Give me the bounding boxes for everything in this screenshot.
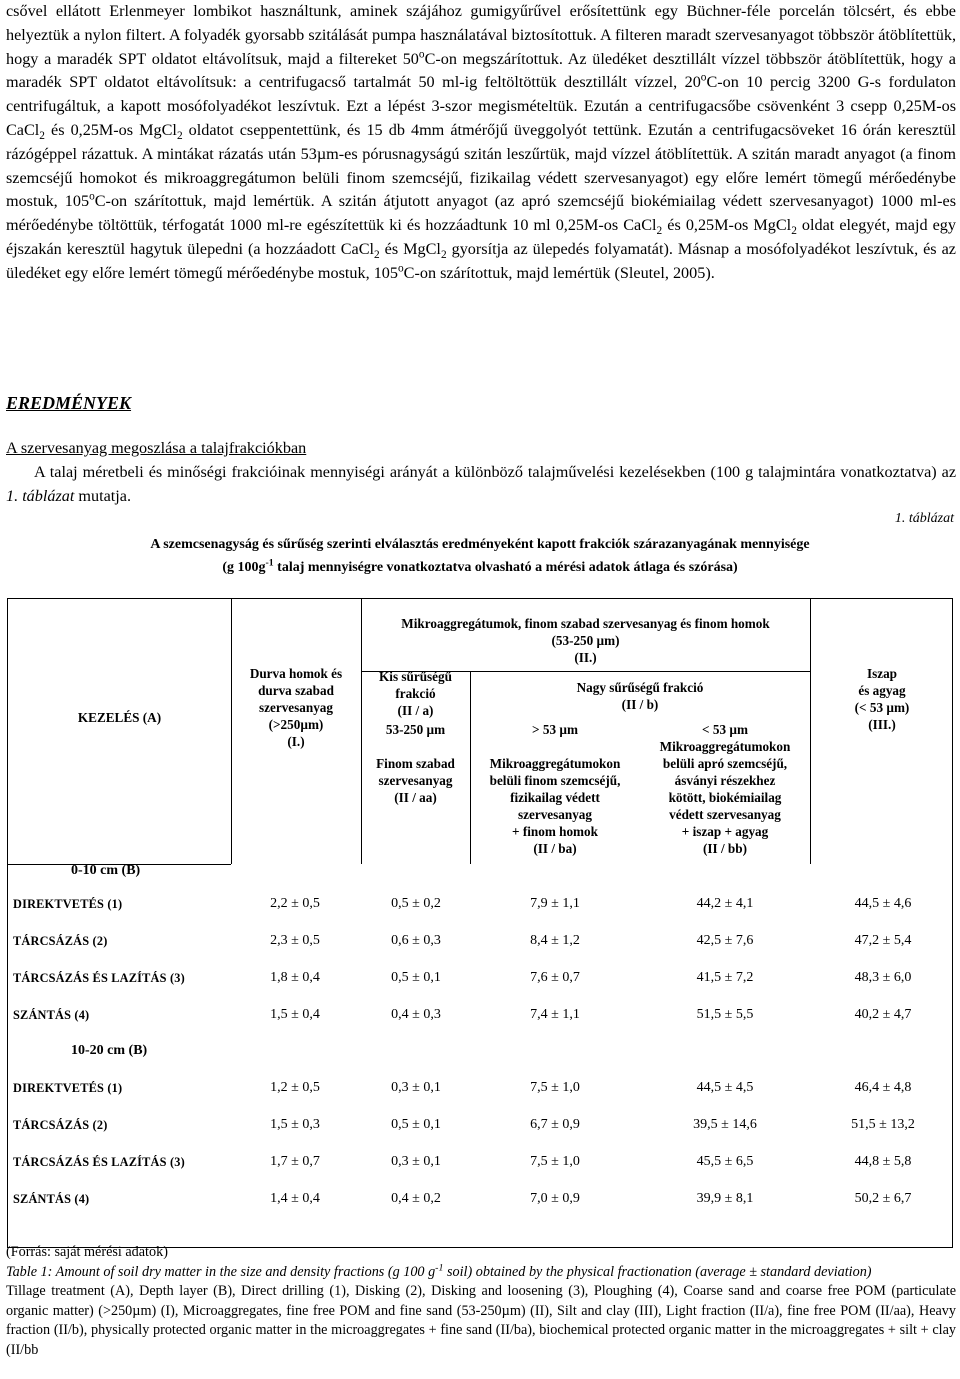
table-cell: 44,5 ± 4,6: [854, 896, 912, 911]
header-line: Durva homok és: [249, 666, 343, 681]
table-footer: [6, 1243, 956, 1360]
text-run: és MgCl: [379, 239, 441, 258]
text-run: gyorsítja az ülepedés folyamatát). Másnap a mosófolyadékot leszívtuk, és az üledéket egy előre lemért tömegű mérőedénybe mostuk, 105: [6, 239, 956, 282]
header-line: belüli apró szemcséjű,: [662, 756, 788, 771]
fraction-table: [7, 598, 953, 1248]
table-cell: 40,2 ± 4,7: [854, 1007, 912, 1022]
header-line: (>250µm): [268, 717, 324, 732]
header-treatment: KEZELÉS (A): [77, 710, 162, 725]
source-note: (Forrás: saját mérési adatok): [6, 1244, 168, 1260]
table-cell: 0,5 ± 0,1: [391, 970, 441, 985]
table-cell: 1,8 ± 0,4: [270, 970, 320, 985]
header-fraction-IIba: [470, 721, 640, 857]
row-label: TÁRCSÁZÁS ÉS LAZÍTÁS (3): [13, 1155, 185, 1169]
table-cell: 2,3 ± 0,5: [270, 933, 320, 948]
depth-label-0-10: 0-10 cm (B): [71, 863, 141, 878]
table-cell: 39,5 ± 14,6: [693, 1117, 757, 1132]
header-line: (II / ba): [533, 841, 577, 856]
table-cell: 0,4 ± 0,3: [391, 1007, 441, 1022]
text-run: és 0,25M-os MgCl: [662, 216, 792, 235]
table-cell: 46,4 ± 4,8: [854, 1080, 912, 1095]
table-cell: 1,4 ± 0,4: [270, 1191, 320, 1206]
table-cell: 48,3 ± 6,0: [854, 970, 912, 985]
table-cell: 1,2 ± 0,5: [270, 1080, 320, 1095]
header-line: ásványi részekhez: [674, 773, 776, 788]
text-run: oldat elegyét, majd egy éjszakán keresztül hagytuk ülepedni (a hozzáadott CaCl: [6, 216, 956, 258]
text-run: (g 100g: [222, 560, 266, 575]
header-line: (II / a): [397, 703, 434, 718]
superscript: o: [89, 190, 95, 203]
table-cell: 47,2 ± 5,4: [854, 933, 912, 948]
text-run: csővel ellátott Erlenmeyer lombikot használtunk, aminek szájához gumigyűrűvel erősítettünk egy Büchner-féle porcelán tölcsért, és ebbe helyeztük a nylon filtert. A folyadék gyorsabb szitálását pumpa használatával biztosítottuk. A filteren maradt szervesanyagot többször átöblítettük, hogy a maradék SPT oldatot eltávolítsuk, majd a filtereket 50: [6, 2, 956, 68]
header-line: (I.): [287, 734, 305, 749]
header-line: szervesanyag: [378, 773, 453, 788]
header-line: (II / aa): [394, 790, 437, 805]
table-cell: 44,5 ± 4,5: [696, 1080, 754, 1095]
table-cell: 39,9 ± 8,1: [696, 1191, 754, 1206]
table-cell: 45,5 ± 6,5: [696, 1154, 754, 1169]
english-caption: [6, 1263, 956, 1283]
text-run: C-on megszárítottuk. Az üledéket desztillált vízzel többször átöblítettük, hogy a maradék SPT oldatot eltávolítsuk: a centrifugacső tartalmát 50 ml-ig feltöltöttük desztillált vízzel, 20: [6, 49, 956, 92]
header-line: belüli finom szemcséjű,: [489, 773, 621, 788]
table-cell: 7,5 ± 1,0: [530, 1154, 580, 1169]
table-cell: 0,5 ± 0,1: [391, 1117, 441, 1132]
header-fraction-IIb: [470, 679, 810, 713]
subscript: 2: [440, 249, 447, 262]
header-fraction-III: [810, 665, 954, 733]
table-cell: 1,5 ± 0,3: [270, 1117, 320, 1132]
text-run: és 0,25M-os MgCl: [44, 120, 177, 139]
header-line: és agyag: [858, 683, 906, 698]
results-heading: EREDMÉNYEK: [6, 393, 132, 413]
table-cell: 0,5 ± 0,2: [391, 896, 441, 911]
header-line: szervesanyag: [259, 700, 333, 715]
table-title-line-2: [0, 556, 960, 579]
text-run: C-on szárítottuk, majd lemértük. A szitán átjutott anyagot (az apró szemcséjű biokémiailag védett szervesanyagot) 1000 ml-es mérőedénybe töltöttük, térfogatát 1000 ml-re egészítettük ki és hozzáadtunk 10 ml 0,25M-os CaCl: [6, 192, 956, 235]
header-line: + iszap + agyag: [681, 824, 769, 839]
table-cell: 7,9 ± 1,1: [530, 896, 580, 911]
subscript: 2: [791, 225, 797, 238]
table-cell: 0,3 ± 0,1: [391, 1080, 441, 1095]
text-run: talaj mennyiségre vonatkoztatva olvasható a mérési adatok átlaga és szórása): [273, 560, 738, 575]
header-line: [361, 738, 470, 755]
text-run: oldatot cseppentettünk, és 15 db 4mm átmérőjű üveggolyót tettünk. Ezután a centrifugacsöveket 16 órán keresztül rázógéppel rázattuk. A mintákat rázatás után 53µm-es pórusnagyságú szitán leszűrtük, majd vízzel átöblítettük. A szitán maradt anyagot (a finom szemcséjű homokot és mikroaggregátumon belüli finom szemcséjű, fizikailag védett szervesanyagot) egy előre lemért tömegű mérőedénybe mostuk, 105: [6, 120, 956, 211]
table-cell: 7,5 ± 1,0: [530, 1080, 580, 1095]
header-fraction-IIa: [361, 668, 470, 719]
table-cell: 0,6 ± 0,3: [391, 933, 441, 948]
table-cell: 44,8 ± 5,8: [854, 1154, 912, 1169]
header-fraction-IIbb: [640, 721, 810, 857]
header-fraction-II: [361, 615, 810, 666]
table-cell: 51,5 ± 13,2: [851, 1117, 915, 1132]
header-line: Mikroaggregátumokon: [659, 739, 791, 754]
table-cell: 44,2 ± 4,1: [696, 896, 754, 911]
header-fraction-I: [231, 665, 361, 750]
superscript: o: [418, 48, 425, 61]
row-label: TÁRCSÁZÁS (2): [13, 934, 108, 948]
superscript: o: [397, 262, 404, 275]
header-line: + finom homok: [512, 824, 598, 839]
superscript: -1: [435, 1261, 444, 1273]
header-line: kötött, biokémiailag: [668, 790, 782, 805]
row-label: DIREKTVETÉS (1): [13, 1081, 123, 1095]
table-cell: 7,4 ± 1,1: [530, 1007, 580, 1022]
table-cell: 0,4 ± 0,2: [391, 1191, 441, 1206]
header-line: Mikroaggregátumok, finom szabad szervesanyag és finom homok: [401, 616, 770, 631]
subscript: 2: [39, 130, 45, 143]
header-fraction-IIaa: [361, 721, 470, 806]
header-line: frakció: [395, 686, 436, 701]
header-line: fizikailag védett: [510, 790, 600, 805]
methods-paragraph: [6, 0, 956, 286]
header-line: szervesanyag: [518, 807, 592, 822]
table-title: [0, 533, 960, 579]
header-line: (II / b): [621, 697, 659, 712]
header-line: (< 53 µm): [854, 700, 910, 715]
header-line: durva szabad: [258, 683, 334, 698]
header-line: > 53 µm: [532, 722, 578, 737]
header-line: (III.): [868, 717, 896, 732]
table-cell: 7,6 ± 0,7: [530, 970, 580, 985]
table-cell: 50,2 ± 6,7: [854, 1191, 912, 1206]
row-label: TÁRCSÁZÁS (2): [13, 1118, 108, 1132]
header-line: < 53 µm: [702, 722, 748, 737]
text-run: soil) obtained by the physical fractionation (average ± standard deviation): [443, 1263, 872, 1280]
header-line: Mikroaggregátumokon: [489, 756, 621, 771]
superscript: -1: [265, 557, 274, 569]
header-line: Finom szabad: [376, 756, 455, 771]
table-cell: 0,3 ± 0,1: [391, 1154, 441, 1169]
header-line: [470, 738, 640, 755]
english-legend: Tillage treatment (A), Depth layer (B), Direct drilling (1), Disking (2), Disking and loosening (3), Ploughing (4), Coarse sand and coarse free POM (particulate organic matter) (>250µm) (I), Microaggregates, fine free POM and fine sand (53-250µm) (II), Silt and clay (III), Light fraction (II/a), fine free POM (II/aa), Heavy fraction (II/b), physically protected organic matter in the microaggregates + fine sand (II/ba), biochemical protected organic matter in the microaggregates + silt + clay (II/bb: [6, 1283, 956, 1358]
table-cell: 1,7 ± 0,7: [270, 1154, 320, 1169]
header-line: Iszap: [866, 666, 898, 681]
section-paragraph: [6, 461, 956, 509]
subscript: 2: [374, 249, 380, 262]
table-number-text: 1. táblázat: [894, 511, 954, 526]
row-label: TÁRCSÁZÁS ÉS LAZÍTÁS (3): [13, 971, 185, 985]
table-cell: 6,7 ± 0,9: [530, 1117, 580, 1132]
table-cell: 7,0 ± 0,9: [530, 1191, 580, 1206]
text-run: C-on szárítottuk, majd lemértük (Sleutel, 2005).: [403, 263, 715, 282]
row-label: DIREKTVETÉS (1): [13, 897, 123, 911]
subscript: 2: [656, 225, 663, 238]
text-run: A talaj méretbeli és minőségi frakcióinak mennyiségi arányát a különböző talajművelési kezelésekben (100 g talajmintára vonatkoztatva) az: [34, 463, 956, 481]
subscript: 2: [176, 130, 183, 143]
header-line: (II.): [574, 650, 597, 665]
table-cell: 51,5 ± 5,5: [696, 1007, 754, 1022]
table-cell: 1,5 ± 0,4: [270, 1007, 320, 1022]
table-cell: 2,2 ± 0,5: [270, 896, 320, 911]
row-label: SZÁNTÁS (4): [13, 1008, 90, 1022]
table-cell: 41,5 ± 7,2: [696, 970, 754, 985]
header-line: védett szervesanyag: [669, 807, 781, 822]
table-reference: 1. táblázat: [6, 486, 75, 505]
header-line: (53-250 µm): [551, 633, 620, 648]
superscript: o: [700, 72, 707, 84]
text-run: mutatja.: [74, 486, 131, 505]
row-label: SZÁNTÁS (4): [13, 1192, 90, 1206]
table-number: [895, 511, 954, 527]
header-line: 53-250 µm: [385, 722, 446, 737]
depth-label-10-20: 10-20 cm (B): [71, 1043, 148, 1058]
header-line: Kis sűrűségű: [379, 669, 452, 684]
header-line: Nagy sűrűségű frakció: [576, 680, 704, 695]
section-heading: A szervesanyag megoszlása a talajfrakciókban: [6, 439, 307, 457]
text-run: C-on 10 percig 3200 G-s fordulaton centrifugáltuk, a kapott mosófolyadékot leszívtuk. Ezt a lépést 3-szor megismételtük. Ezután a centrifugacsőbe csövenként 3 csepp 0,25M-os CaCl: [6, 73, 956, 139]
text-run: Table 1: Amount of soil dry matter in the size and density fractions (g 100 g: [6, 1263, 436, 1280]
table-title-line-1: A szemcsenagyság és sűrűség szerinti elválasztás eredményeként kapott frakciók szárazanyagának mennyisége: [150, 537, 810, 552]
table-cell: 8,4 ± 1,2: [530, 933, 580, 948]
header-line: (II / bb): [703, 841, 747, 856]
table-cell: 42,5 ± 7,6: [696, 933, 754, 948]
